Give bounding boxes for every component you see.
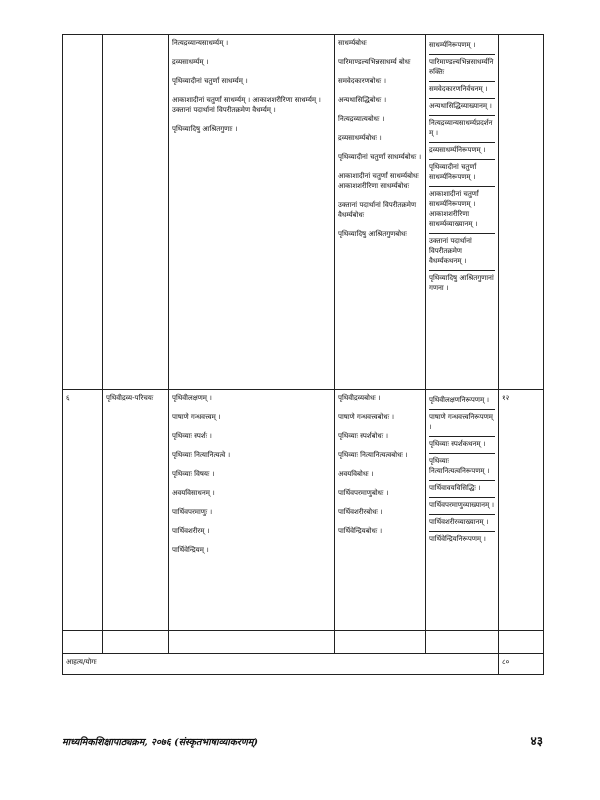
list-item: पृथिव्याः विषयः । [172,470,215,478]
list-item: पृथिव्यादिषु आश्रितगुणबोधः [338,230,407,238]
list-item: उक्तानां पदार्थानां विपरीतक्रमेण वैधर्म्यबोधः [338,201,416,219]
list-item: पाषाणे गन्धवत्त्वबोधः । [338,413,395,421]
list-item: पार्थिवपरमाणुव्याख्यानम् । [429,498,495,515]
outcome-cell [335,390,426,631]
list-item: द्रव्यसाधर्म्यनिरूपणम् । [429,143,495,160]
table-row-continued [63,35,544,390]
list-item: पृथिवीद्रव्यबोधः । [338,394,381,402]
list-item: पृथिवीलक्षणम् । [172,394,212,402]
list-item: पृथिव्यादीनां चतुर्णां साधर्म्यनिरूपणम् । [429,160,495,187]
content-cell [169,35,335,390]
list-item: साधर्म्यबोधः [338,39,367,47]
list-item: आकाशादीनां चतुर्णां साधर्म्यम् । आकाशशरीरिणा साधर्म्यम् । उक्तानां पदार्थानां विपरीतक्रमेण वैधर्म्यम् । [172,96,321,114]
list-item: पृथिवीलक्षणनिरूपणम् । [429,393,495,410]
list-item: पृथिव्याः नित्यानित्यत्वे । [172,451,231,459]
list-item: पृथिव्यादीनां चतुर्णां साधर्म्यबोधः । [338,153,422,161]
list-item: पारिमाण्डल्यभिन्नसाधर्म्यनिरुक्तिः [429,55,495,82]
list-item: पृथिव्याः स्पर्शकथनम् । [429,437,495,454]
table-row-total [63,654,544,675]
footer-title: माध्यमिकशिक्षापाठ्यक्रम, २०७६ (संस्कृतभाषाव्याकरणम्) [62,737,258,748]
list-item: पृथिव्याः स्पर्शबोधः । [338,432,389,440]
unit-number-cell [63,35,103,390]
table-row-unit-6 [63,390,544,631]
list-item: द्रव्यसाधर्म्यबोधः । [338,134,382,142]
syllabus-table [62,34,544,675]
list-item: पार्थिवेन्द्रियम् । [172,546,209,554]
list-item: अन्यथासिद्धिव्याख्यानम् । [429,99,495,116]
list-item: नित्यद्रव्यात्यबोधः । [338,115,385,123]
list-item: नित्यद्रव्यान्यसाधर्म्यम् । [172,39,229,47]
list-item: आकाशादीनां चतुर्णां साधर्म्यनिरूपणम् । आकाशशरीरिणा साधर्म्यव्याख्यानम् । [429,187,495,234]
hours-value: १२ [499,390,544,631]
list-item: पार्थिवावयविसिद्धिः । [429,481,495,498]
list-item: पृथिव्यादिषु आश्रितगुणानां गणना । [429,274,494,292]
list-item: साधर्म्यनिरूपणम् । [429,38,495,55]
list-item: पार्थिवेन्द्रियनिरूपणम् । [429,535,486,543]
unit-number: ६ [63,390,103,631]
hours-cell [499,35,544,390]
outcome-cell [335,35,426,390]
list-item: पार्थिवशरीरम् । [172,527,210,535]
list-item: पाषाणे गन्धवत्त्वम् । [172,413,221,421]
list-item: पृथिव्याः नित्यानित्यत्वबोधः । [338,451,408,459]
list-item: अवयविसाधनम् । [172,489,215,497]
list-item: पार्थिवेन्द्रियबोधः । [338,527,383,535]
list-item: अवयविबोधः । [338,470,374,478]
unit-title: पृथिवीद्रव्य-परिचयः [103,390,169,631]
list-item: पार्थिवपरमाणुबोधः । [338,489,389,497]
list-item: अन्यथासिद्धिबोधः । [338,96,387,104]
list-item: समवेदकारणबोधः । [338,77,387,85]
unit-title-cell [103,35,169,390]
list-item: पार्थिवशरीरबोधः । [338,508,383,516]
list-item: आकाशादीनां चतुर्णां साधर्म्यबोधः आकाशशरीरिणा साधर्म्यबोधः [338,172,419,190]
page-number: ४३ [530,734,543,748]
total-label: आहत्य/योगः [63,654,499,675]
list-item: पाषाणे गन्धवत्त्वनिरूपणम् । [429,410,495,437]
list-item: पारिमाण्डल्यभिन्नसाधर्म्य बोधः [338,58,411,66]
list-item: नित्यद्रव्यान्यसाधर्म्यप्रदर्शनम् । [429,116,495,143]
list-item: पृथिव्यादिषु आश्रितगुणाः । [172,125,238,133]
list-item: उक्तानां पदार्थानां विपरीतक्रमेण वैधर्म्यकथनम् । [429,234,495,271]
table-row-empty [63,631,544,654]
list-item: समवेदकारणनिर्वचनम् । [429,82,495,99]
list-item: पृथिव्याः स्पर्शः । [172,432,212,440]
list-item: पार्थिवशरीरव्याख्यानम् । [429,515,495,532]
list-item: पृथिव्यादीनां चतुर्णां साधर्म्यम् । [172,77,248,85]
activity-cell [426,35,499,390]
list-item: द्रव्यसाधर्म्यम् । [172,58,209,66]
activity-cell [426,390,499,631]
list-item: पार्थिवपरमाणुः । [172,508,213,516]
list-item: पृथिव्याः नित्यानित्यत्वनिरूपणम् । [429,454,495,481]
content-cell [169,390,335,631]
total-value: ८० [499,654,544,675]
